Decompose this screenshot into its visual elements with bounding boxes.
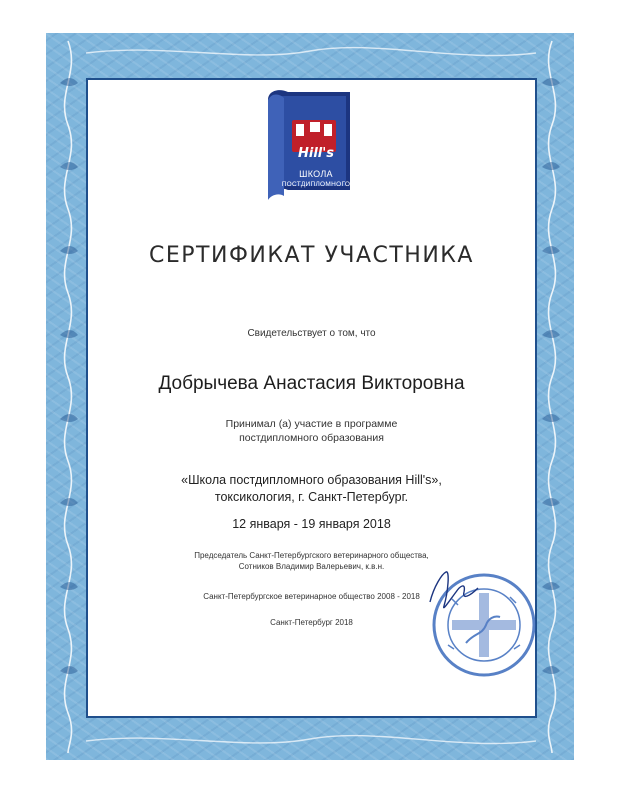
chairman-signature: [420, 562, 490, 617]
program-title: «Школа постдипломного образования Hill's», токсикология, г. Санкт-Петербург.: [181, 473, 442, 504]
program-dates: 12 января - 19 января 2018: [232, 517, 391, 531]
logo-brand: Hill's: [298, 146, 334, 161]
certificate-title: СЕРТИФИКАТ УЧАСТНИКА: [149, 243, 474, 268]
testify-text: Свидетельствует о том, что: [247, 328, 376, 339]
participation-text: Принимал (а) участие в программе постдипломного образования: [225, 418, 398, 444]
participant-name: Добрычева Анастасия Викторовна: [158, 373, 465, 394]
logo-education-text: ОБРАЗОВАНИЯ: [289, 190, 343, 197]
city-year-text: Санкт-Петербург 2018: [270, 618, 353, 627]
logo-school-text: ШКОЛА: [299, 169, 333, 179]
logo-postgraduate-text: ПОСТДИПЛОМНОГО: [281, 181, 351, 188]
chairman-text: Председатель Санкт-Петербургского ветеринарного общества, Сотников Владимир Валерьевич, к.в.н.: [194, 551, 429, 571]
society-text: Санкт-Петербургское ветеринарное общество 2008 - 2018: [203, 592, 420, 601]
